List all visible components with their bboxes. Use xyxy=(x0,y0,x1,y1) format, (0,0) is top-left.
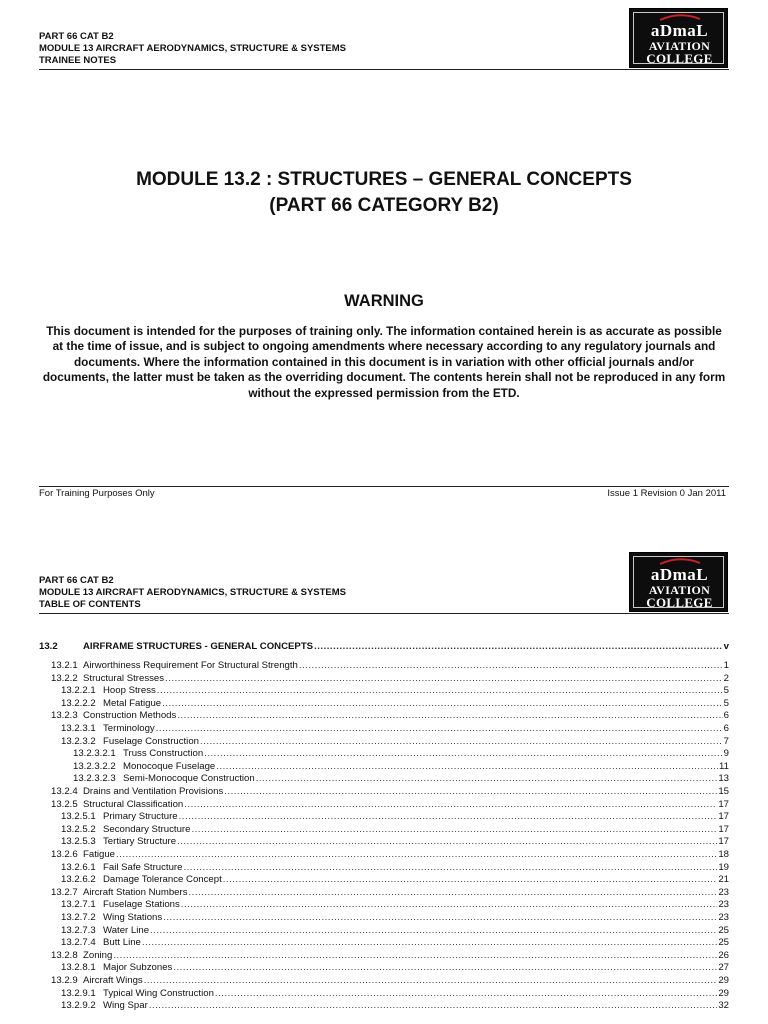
toc-number: 13.2.6.1 xyxy=(61,861,96,873)
toc-number: 13.2.5.1 xyxy=(61,811,96,823)
toc-number: 13.2.3.2 xyxy=(61,735,96,747)
toc-page-number: 26 xyxy=(718,949,729,961)
header-line-3: TABLE OF CONTENTS xyxy=(39,599,141,610)
header-line-1: PART 66 CAT B2 xyxy=(39,575,114,586)
toc-title: Monocoque Fuselage xyxy=(123,760,216,772)
toc-title: Zoning xyxy=(83,949,113,961)
toc-entry[interactable] xyxy=(39,874,729,886)
toc-leader-dots xyxy=(184,799,717,811)
toc-entry[interactable] xyxy=(39,836,729,848)
toc-leader-dots xyxy=(142,937,717,949)
toc-leader-dots xyxy=(256,773,718,785)
toc-page-number: 5 xyxy=(723,685,729,697)
toc-leader-dots xyxy=(156,723,723,735)
toc-leader-dots xyxy=(162,698,723,710)
toc-page-number: 9 xyxy=(723,748,729,760)
toc-number: 13.2.1 xyxy=(51,660,78,671)
toc-number: 13.2.4 xyxy=(51,786,78,797)
toc-leader-dots xyxy=(183,862,717,874)
toc-title: Hoop Stress xyxy=(103,685,156,697)
toc-entry[interactable] xyxy=(39,786,729,798)
toc-entry[interactable] xyxy=(39,773,729,785)
toc-number: 13.2.9.2 xyxy=(61,1000,96,1012)
toc-leader-dots xyxy=(204,748,723,760)
toc-page-number: 1 xyxy=(723,660,729,671)
toc-entry[interactable] xyxy=(39,685,729,697)
toc-page-number: 19 xyxy=(718,861,729,873)
toc-entry[interactable] xyxy=(39,899,729,911)
toc-leader-dots xyxy=(189,887,718,899)
logo-line-2: COLLEGE xyxy=(646,51,713,66)
toc-entry[interactable] xyxy=(39,1000,729,1012)
toc-page-number: 23 xyxy=(718,886,729,898)
toc-title: Airworthiness Requirement For Structural Strength xyxy=(83,660,298,671)
college-logo xyxy=(629,8,728,68)
toc-title: Terminology xyxy=(103,723,155,734)
toc-title: Butt Line xyxy=(103,937,141,949)
toc-title: Primary Structure xyxy=(103,811,178,823)
toc-title: AIRFRAME STRUCTURES - GENERAL CONCEPTS xyxy=(83,641,314,652)
toc-page-number: 29 xyxy=(718,987,729,999)
toc-number: 13.2.7 xyxy=(51,886,78,898)
header-line-2: MODULE 13 AIRCRAFT AERODYNAMICS, STRUCTURE & SYSTEMS xyxy=(39,43,347,54)
toc-entry[interactable] xyxy=(39,975,729,987)
toc-page-number: 5 xyxy=(723,697,729,709)
toc-title: Wing Stations xyxy=(103,912,163,923)
toc-leader-dots xyxy=(116,849,717,861)
toc-page-number: 6 xyxy=(723,723,729,734)
toc-leader-dots xyxy=(224,786,717,798)
warning-text: This document is intended for the purposes of training only. The information contained herein is as accurate as possible at the time of issue, and is subject to ongoing amendments where necessary according to any regulatory journals and documents. Where the information contained in this document is in variation with other official journals and/or documents, the latter must be taken as the overriding document. The contents herein shall not be reproduced in any form without the expressed permission from the ETD. xyxy=(42,324,726,400)
toc-entry[interactable] xyxy=(39,849,729,861)
toc-entry[interactable] xyxy=(39,950,729,962)
toc-page-number: 7 xyxy=(723,735,729,747)
toc-number: 13.2.2.1 xyxy=(61,685,96,697)
toc-number: 13.2.9 xyxy=(51,975,78,986)
logo-line-1: AVIATION xyxy=(648,39,711,53)
toc-leader-dots xyxy=(216,761,718,773)
toc-number: 13.2.7.1 xyxy=(61,899,96,911)
toc-number: 13.2.3.2.3 xyxy=(73,773,116,785)
toc-number: 13.2.3.2.2 xyxy=(73,760,116,772)
toc-entry[interactable] xyxy=(39,723,729,735)
toc-leader-dots xyxy=(191,824,717,836)
toc-number: 13.2.7.4 xyxy=(61,937,96,949)
toc-page-number: 17 xyxy=(718,823,729,835)
toc-leader-dots xyxy=(149,1000,718,1012)
logo-line-2: COLLEGE xyxy=(646,595,713,610)
toc-title: Major Subzones xyxy=(103,962,173,974)
toc-entry[interactable] xyxy=(39,748,729,760)
document-page-toc xyxy=(0,545,768,1024)
toc-entry[interactable] xyxy=(39,962,729,974)
toc-leader-dots xyxy=(200,736,723,748)
toc-leader-dots xyxy=(163,912,717,924)
toc-entry[interactable] xyxy=(39,912,729,924)
toc-number: 13.2.5.2 xyxy=(61,823,96,835)
toc-page-number: v xyxy=(723,641,729,652)
page-header xyxy=(39,31,346,67)
toc-title: Damage Tolerance Concept xyxy=(103,874,222,886)
toc-number: 13.2 xyxy=(39,641,58,652)
toc-number: 13.2.6 xyxy=(51,849,78,860)
toc-entry[interactable] xyxy=(39,736,729,748)
footer-left: For Training Purposes Only xyxy=(39,488,155,499)
toc-page-number: 17 xyxy=(718,836,729,848)
toc-entry[interactable] xyxy=(39,660,729,672)
toc-entry[interactable] xyxy=(39,988,729,1000)
toc-title: Drains and Ventilation Provisions xyxy=(83,786,224,797)
toc-leader-dots xyxy=(314,641,723,653)
toc-leader-dots xyxy=(113,950,717,962)
toc-leader-dots xyxy=(179,811,718,823)
toc-page-number: 27 xyxy=(718,962,729,974)
toc-title: Water Line xyxy=(103,924,150,936)
toc-number: 13.2.2 xyxy=(51,672,78,684)
toc-title: Wing Spar xyxy=(103,1000,148,1012)
toc-title: Aircraft Wings xyxy=(83,975,143,986)
toc-number: 13.2.8.1 xyxy=(61,962,96,974)
toc-leader-dots xyxy=(150,925,717,937)
toc-number: 13.2.3 xyxy=(51,710,78,722)
toc-title: Fuselage Construction xyxy=(103,735,199,747)
toc-page-number: 18 xyxy=(718,849,729,860)
toc-page-number: 11 xyxy=(719,760,729,772)
toc-title: Semi-Monocoque Construction xyxy=(123,773,255,785)
toc-title: Truss Construction xyxy=(123,748,204,760)
warning-heading: WARNING xyxy=(344,292,424,310)
toc-title: Fuselage Stations xyxy=(103,899,180,911)
toc-entry[interactable] xyxy=(39,710,729,722)
toc-page-number: 21 xyxy=(718,874,729,886)
toc-page-number: 6 xyxy=(723,710,729,722)
toc-number: 13.2.7.3 xyxy=(61,924,96,936)
module-title: MODULE 13.2 : STRUCTURES – GENERAL CONCEPTS xyxy=(136,169,632,190)
toc-title: Structural Classification xyxy=(83,798,184,810)
page-gap xyxy=(0,515,768,545)
toc-page-number: 13 xyxy=(718,773,729,785)
toc-entry[interactable] xyxy=(39,698,729,710)
toc-title: Fail Safe Structure xyxy=(103,861,183,873)
toc-number: 13.2.5 xyxy=(51,798,78,810)
toc-leader-dots xyxy=(223,874,718,886)
header-divider xyxy=(39,613,729,614)
toc-page-number: 17 xyxy=(718,798,729,810)
toc-number: 13.2.6.2 xyxy=(61,874,96,886)
toc-title: Fatigue xyxy=(83,849,115,860)
toc-leader-dots xyxy=(177,710,722,722)
college-logo xyxy=(629,552,728,612)
toc-entry[interactable] xyxy=(39,799,729,811)
header-divider xyxy=(39,69,729,70)
toc-page-number: 15 xyxy=(718,786,729,797)
footer-right: Issue 1 Revision 0 Jan 2011 xyxy=(607,488,726,499)
toc-title: Metal Fatigue xyxy=(103,697,162,709)
toc-entry[interactable] xyxy=(39,937,729,949)
toc-entry[interactable] xyxy=(39,862,729,874)
toc-leader-dots xyxy=(215,988,717,1000)
toc-title: Typical Wing Construction xyxy=(103,987,214,999)
logo-brand: aDmaL xyxy=(650,565,709,584)
toc-title: Structural Stresses xyxy=(83,672,165,684)
toc-title: Tertiary Structure xyxy=(103,836,177,848)
toc-number: 13.2.5.3 xyxy=(61,836,96,848)
toc-page-number: 23 xyxy=(718,899,729,911)
toc-title: Aircraft Station Numbers xyxy=(83,886,188,898)
toc-leader-dots xyxy=(165,673,723,685)
toc-page-number: 23 xyxy=(718,912,729,923)
toc-page-number: 29 xyxy=(718,975,729,986)
toc-leader-dots xyxy=(144,975,718,987)
toc-number: 13.2.3.1 xyxy=(61,723,96,734)
toc-leader-dots xyxy=(173,962,717,974)
header-line-2: MODULE 13 AIRCRAFT AERODYNAMICS, STRUCTURE & SYSTEMS xyxy=(39,587,347,598)
toc-leader-dots xyxy=(157,685,723,697)
header-line-1: PART 66 CAT B2 xyxy=(39,31,114,42)
toc-entry[interactable] xyxy=(39,673,729,685)
toc-page-number: 32 xyxy=(718,1000,729,1012)
toc-number: 13.2.9.1 xyxy=(61,987,96,999)
toc-number: 13.2.2.2 xyxy=(61,697,96,709)
toc-page-number: 17 xyxy=(718,811,729,823)
toc-number: 13.2.8 xyxy=(51,949,78,961)
toc-leader-dots xyxy=(299,660,723,672)
toc-entry[interactable] xyxy=(39,811,729,823)
header-line-3: TRAINEE NOTES xyxy=(39,55,117,66)
page-header xyxy=(39,575,346,611)
toc-title: Construction Methods xyxy=(83,710,177,722)
toc-entry[interactable] xyxy=(39,761,729,773)
toc-page-number: 25 xyxy=(718,937,729,949)
logo-brand: aDmaL xyxy=(650,21,709,40)
toc-leader-dots xyxy=(181,899,718,911)
toc-page-number: 2 xyxy=(723,672,729,684)
toc-title: Secondary Structure xyxy=(103,823,191,835)
toc-entry[interactable] xyxy=(39,925,729,937)
toc-leader-dots xyxy=(177,836,717,848)
toc-entry[interactable] xyxy=(39,887,729,899)
toc-number: 13.2.7.2 xyxy=(61,912,96,923)
toc-entry[interactable] xyxy=(39,824,729,836)
toc-number: 13.2.3.2.1 xyxy=(73,748,116,760)
footer-divider xyxy=(39,486,729,487)
logo-line-1: AVIATION xyxy=(648,583,711,597)
module-subtitle: (PART 66 CATEGORY B2) xyxy=(269,195,499,216)
toc-page-number: 25 xyxy=(718,924,729,936)
toc-entry[interactable] xyxy=(39,641,729,653)
